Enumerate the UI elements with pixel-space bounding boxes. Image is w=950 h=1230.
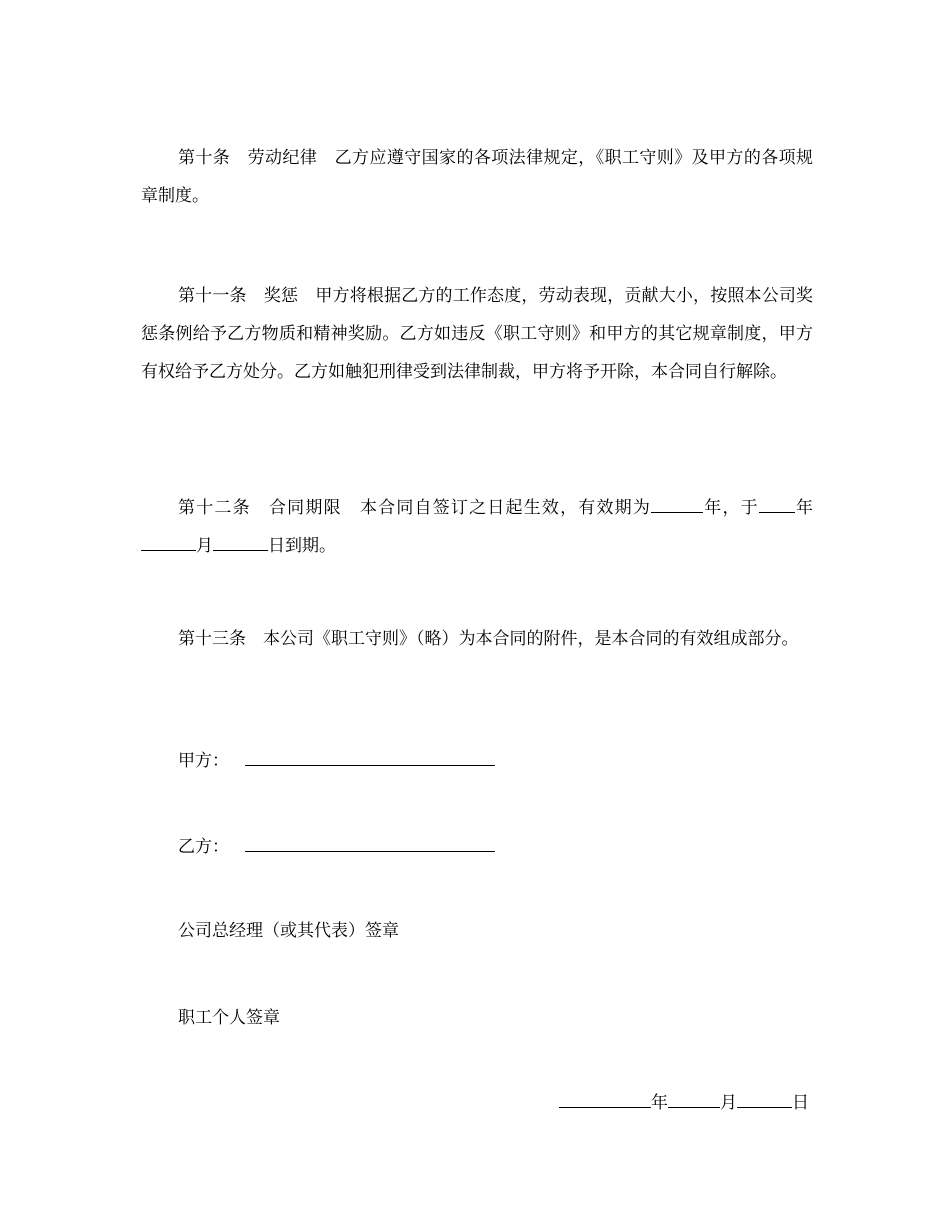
party-a-label: 甲方： <box>178 751 229 771</box>
party-b-signature-line <box>245 835 495 852</box>
article-12 <box>141 489 813 565</box>
blank-expiry-month <box>141 534 196 551</box>
date-month-label: 月 <box>720 1093 737 1113</box>
article-13 <box>141 620 813 658</box>
unit-day-label: 日到期。 <box>268 536 336 556</box>
unit-year-label: 年，于 <box>703 498 759 518</box>
unit-month-label: 月 <box>196 536 213 556</box>
article-12-title: 合同期限 <box>268 498 342 518</box>
article-13-number: 第十三条 <box>178 629 246 649</box>
blank-sign-year <box>559 1091 651 1108</box>
date-year-label: 年 <box>651 1093 668 1113</box>
blank-expiry-day <box>213 534 268 551</box>
article-12-body: 本合同自签订之日起生效，有效期为 <box>359 498 652 518</box>
article-11-body: 甲方将根据乙方的工作态度，劳动表现，贡献大小，按照本公司奖惩条例给予乙方物质和精神奖励。乙方如违反《职工守则》和甲方的其它规章制度，甲方有权给予乙方处分。乙方如触犯刑律受到法律制裁，甲方将予开除，本合同自行解除。 <box>141 286 814 382</box>
party-a-signature <box>178 746 495 776</box>
party-a-signature-line <box>245 749 495 766</box>
blank-term-years <box>651 496 703 513</box>
unit-year2-label: 年 <box>794 498 814 518</box>
blank-sign-day <box>737 1091 792 1108</box>
article-10 <box>141 139 813 215</box>
party-b-signature <box>178 832 495 862</box>
signing-date <box>559 1088 809 1118</box>
article-11-title: 奖惩 <box>263 286 299 306</box>
article-12-number: 第十二条 <box>178 498 251 518</box>
article-13-body: 本公司《职工守则》（略）为本合同的附件，是本合同的有效组成部分。 <box>263 629 799 649</box>
party-b-label: 乙方： <box>178 837 229 857</box>
employee-sign-label: 职工个人签章 <box>178 1008 280 1028</box>
manager-sign-label: 公司总经理（或其代表）签章 <box>178 921 399 941</box>
article-10-number: 第十条 <box>178 148 231 168</box>
article-11 <box>141 277 813 391</box>
date-day-label: 日 <box>792 1093 809 1113</box>
article-10-body: 乙方应遵守国家的各项法律规定，《职工守则》及甲方的各项规章制度。 <box>141 148 814 206</box>
blank-expiry-year <box>759 496 795 513</box>
article-10-title: 劳动纪律 <box>247 148 318 168</box>
article-11-number: 第十一条 <box>178 286 247 306</box>
blank-sign-month <box>668 1091 720 1108</box>
